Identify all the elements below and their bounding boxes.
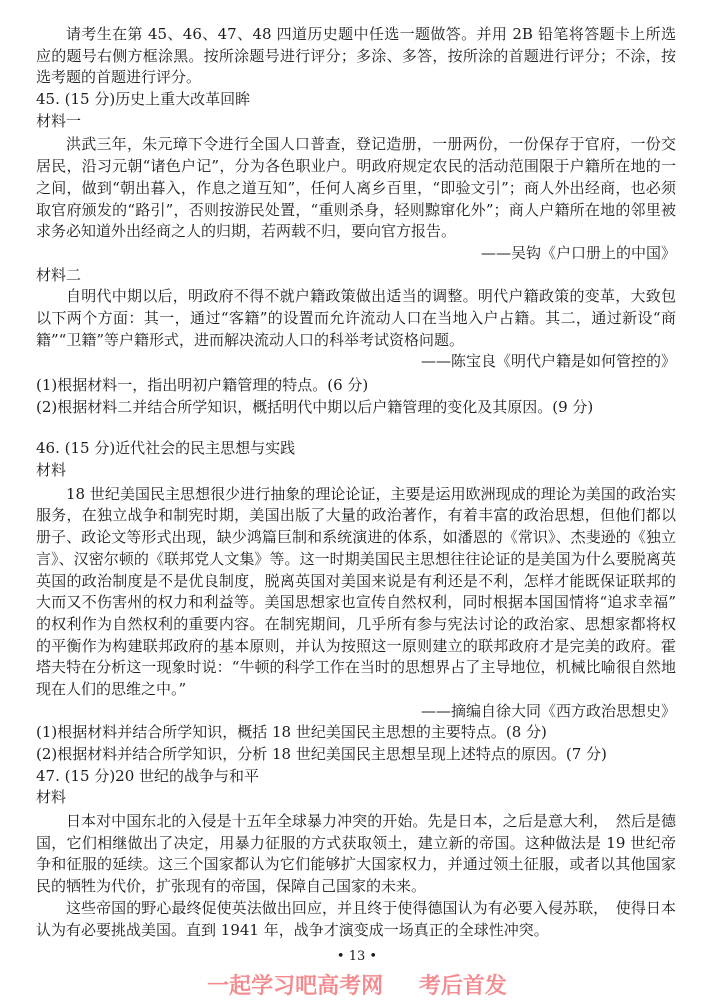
question-46 [36, 438, 676, 765]
text-line: 现在人们的思维之中。” [36, 679, 187, 698]
watermark-stamp [0, 972, 714, 1002]
text-line: 争和征服的延续。这三个国家都认为它们能够扩大国家权力，并通过领土征服，或者以其他国家 [36, 855, 676, 874]
text-line: 选考题的首题进行评分。 [36, 68, 202, 87]
text-line: 民的牺牲为代价，扩张现有的帝国，保障自己国家的未来。 [36, 877, 427, 896]
text-line: 认为有必要挑战美国。直到 1941 年，战争才演变成一场真正的全球性冲突。 [36, 920, 549, 939]
material-label: 材料 [36, 788, 67, 807]
text-line: 服务，在独立战争和制宪时期，美国出版了大量的政治著作，有着丰富的政治思想，但他们都以 [36, 506, 676, 525]
text-line: 籍”“卫籍”等户籍形式，进而解决流动人口的科举考试资格问题。 [36, 330, 465, 349]
text-line: 洪武三年，朱元璋下令进行全国人口普查，登记造册，一册两份，一份保存于官府，一份交 [66, 135, 676, 154]
material-source: ——吴钩《户口册上的中国》 [480, 243, 676, 262]
material-paragraph [36, 898, 676, 941]
sub-question: (1)根据材料并结合所学知识，概括 18 世纪美国民主思想的主要特点。(8 分) [36, 723, 547, 742]
text-line: 的平衡作为构建联邦政府的基本原则，并认为按照这一原则建立的联邦政府才是完美的政府。霍 [36, 636, 676, 655]
question-title: 47. (15 分)20 世纪的战争与和平 [36, 766, 260, 785]
question-47 [36, 766, 676, 942]
material-label: 材料 [36, 461, 67, 480]
material-source: ——陈宝良《明代户籍是如何管控的》 [420, 352, 676, 371]
intro-paragraph [36, 24, 676, 89]
text-line: 大而又不伤害州的权力和利益等。美国思想家也宣传自然权利，同时根据本国国情将“追求幸福” [36, 593, 676, 612]
material-paragraph [36, 484, 676, 701]
exam-page [36, 24, 676, 941]
material-label: 材料二 [36, 265, 82, 284]
material-label: 材料一 [36, 111, 82, 130]
material-source: ——摘编自徐大同《西方政治思想史》 [420, 701, 676, 720]
text-line: 自明代中期以后，明政府不得不就户籍政策做出适当的调整。明代户籍政策的变革，大致包 [66, 287, 676, 306]
text-line: 日本对中国东北的入侵是十五年全球暴力冲突的开始。先是日本，之后是意大利， 然后是德 [66, 812, 676, 831]
text-line: 求务必知道外出经商之人的归期，若两载不归，要向官方报告。 [36, 222, 457, 241]
material-paragraph [36, 811, 676, 898]
text-line: 以下两个方面：其一，通过“客籍”的设置而允许流动人口在当地入户占籍。其二，通过新设“商 [36, 308, 676, 327]
text-line: 取官府颁发的“路引”，否则按游民处置，“重则杀身，轻则黥窜化外”；商人户籍所在地的邻里被 [36, 200, 676, 219]
text-line: 言》、汉密尔顿的《联邦党人文集》等。这一时期美国民主思想往往论证的是美国为什么要脱离英 [36, 549, 676, 568]
sub-question: (2)根据材料并结合所学知识，分析 18 世纪美国民主思想呈现上述特点的原因。(7 分) [36, 745, 607, 763]
watermark-line: 一起学习吧高考网 [207, 974, 384, 999]
text-line: 塔夫特在分析这一现象时说：“牛顿的科学工作在当时的思想界占了主导地位，机械比喻很自然地 [36, 658, 676, 677]
sub-question: (2)根据材料二并结合所学知识，概括明代中期以后户籍管理的变化及其原因。(9 分) [36, 397, 594, 416]
text-line: 18 世纪美国民主思想很少进行抽象的理论论证，主要是运用欧洲现成的理论为美国的政治实 [66, 484, 676, 503]
text-line: 英国的政治制度是不是优良制度，脱离英国对美国来说是有利还是不利，怎样才能既保证联邦的 [36, 571, 676, 590]
text-line: 的权利作为自然权利的重要内容。在制宪期间，几乎所有参与宪法讨论的政治家、思想家都将权 [36, 614, 676, 633]
page-number: • 13 • [336, 949, 378, 964]
material-paragraph [36, 286, 676, 351]
text-line: 居民，沿习元朝“诸色户记”，分为各色职业户。明政府规定农民的活动范围限于户籍所在地的一 [36, 157, 676, 176]
question-title: 45. (15 分)历史上重大改革回眸 [36, 90, 251, 109]
question-title: 46. (15 分)近代社会的民主思想与实践 [36, 439, 296, 458]
text-line: 之间，做到“朝出暮入，作息之道互知”，任何人离乡百里，“即验文引”；商人外出经商，也必须 [36, 178, 676, 197]
sub-question: (1)根据材料一，指出明初户籍管理的特点。(6 分) [36, 376, 369, 394]
material-paragraph [36, 134, 676, 242]
text-line: 请考生在第 45、46、47、48 四道历史题中任选一题做答。并用 2B 铅笔将答题卡上所选 [66, 25, 676, 43]
text-line: 应的题号右侧方框涂黑。按所涂题号进行评分；多涂、多答，按所涂的首题进行评分；不涂，按 [36, 46, 676, 65]
question-45 [36, 89, 676, 418]
text-line: 册子、政论文等形式出现，缺少鸿篇巨制和系统演进的体系，如潘恩的《常识》、杰斐逊的《独立 [36, 528, 676, 547]
watermark-line: 考后首发 [418, 974, 507, 999]
text-line: 国，它们相继做出了决定，用暴力征服的方式获取领土，建立新的帝国。这种做法是 19 世纪帝 [36, 833, 676, 852]
text-line: 这些帝国的野心最终促使英法做出回应，并且终于使得德国认为有必要入侵苏联， 使得日本 [66, 898, 676, 917]
